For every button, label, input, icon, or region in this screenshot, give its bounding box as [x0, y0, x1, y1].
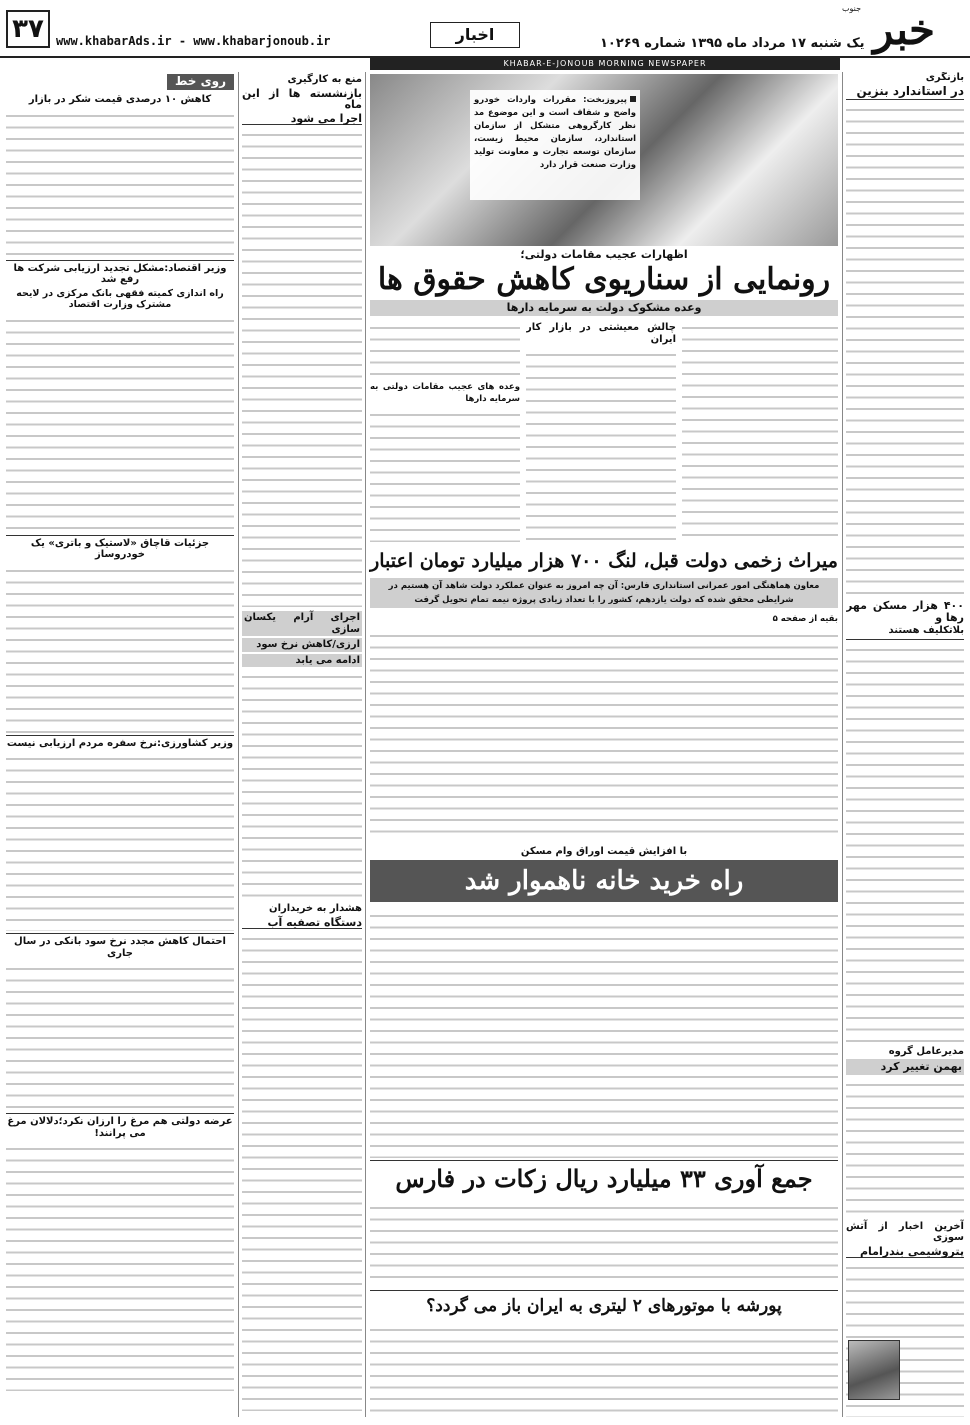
left-story3-body	[6, 563, 234, 733]
middle-story3-body	[242, 931, 362, 1411]
story2-lead: معاون هماهنگی امور عمرانی استانداری فارس: آن چه امروز به عنوان عملکرد دولت شاهد آن هستیم در شرایطی محقق شده که دولت یازدهم، کشور را با تعداد زیادی پروژه نیمه تمام تحویل گرفت	[370, 578, 838, 608]
english-banner: KHABAR-E-JONOUB MORNING NEWSPAPER	[370, 58, 840, 70]
story2-continued: بقیه از صفحه ۵	[772, 614, 838, 624]
middle-story1-kicker: منع به کارگیری	[287, 74, 362, 85]
logo-subtitle: جنوب	[842, 4, 862, 13]
lead-subhead2: وعده های عجیب مقامات دولتی به سرمایه دارها	[370, 382, 520, 404]
right-column	[846, 72, 964, 1417]
column-divider	[365, 72, 366, 1417]
middle-story1-body	[242, 127, 362, 607]
page-number: ۳۷	[6, 10, 50, 48]
right-story4-body	[846, 1260, 964, 1417]
left-story2-subtitle: راه اندازی کمیته فقهی بانک مرکزی در لایحه مشترک وزارت اقتصاد	[16, 287, 224, 310]
right-story3-title: بهمن تغییر کرد	[846, 1059, 964, 1075]
left-story4-body	[6, 751, 234, 931]
lead-body-col3	[370, 320, 520, 542]
right-story3-body	[846, 1077, 964, 1217]
story5-headline: پورشه با موتورهای ۲ لیتری به ایران باز می گردد؟	[370, 1290, 838, 1321]
middle-story1-title: بازنشسته ها از این ماه	[242, 86, 362, 111]
story4-body	[370, 1200, 838, 1286]
left-story4-title: وزیر کشاورزی:نرخ سفره مردم ارزیابی نیست	[6, 735, 234, 750]
lead-subheadline: وعده مشکوک دولت به سرمایه دارها	[370, 300, 838, 316]
logo-wordmark: خبر	[873, 4, 935, 54]
right-story2-title: ۴۰۰ هزار مسکن مهر رها و	[846, 599, 964, 624]
right-story2-subtitle: بلاتکلیف هستند	[846, 625, 964, 640]
middle-story2-title2: ارزی/کاهش نرخ سود	[242, 638, 362, 652]
left-story1-title: کاهش ۱۰ درصدی قیمت شکر در بازار	[28, 94, 212, 105]
newspaper-logo	[842, 4, 966, 54]
story2-body	[370, 612, 838, 838]
left-story1-body	[6, 108, 234, 258]
middle-column	[242, 72, 362, 1417]
right-story1-title: در استاندارد بنزین	[846, 86, 964, 101]
middle-story2-title: اجرای آرام یکسان سازی	[244, 612, 360, 635]
lead-body-col1	[682, 320, 838, 542]
middle-story2-title3: ادامه می یابد	[242, 654, 362, 668]
right-story4-title: پتروشیمی بندرامام	[846, 1246, 964, 1259]
middle-story1-title2: اجرا می شود	[242, 113, 362, 126]
right-story4-kicker: آخرین اخبار از آتش سوزی	[846, 1220, 964, 1243]
left-story5-body	[6, 961, 234, 1111]
lead-kicker: اظهارات عجیب مقامات دولتی؛	[520, 248, 688, 261]
right-story1-kicker: بازنگری	[925, 72, 964, 83]
section-title: اخبار	[430, 22, 520, 48]
story3-body	[370, 908, 838, 1158]
right-story3-kicker: مدیرعامل گروه	[888, 1045, 964, 1057]
story3-kicker: با افزایش قیمت اوراق وام مسکن	[520, 846, 688, 857]
left-story2-body	[6, 313, 234, 533]
masthead	[0, 0, 970, 58]
left-story6-body	[6, 1141, 234, 1391]
left-story2-title: وزیر اقتصاد:مشکل تجدید ارزیابی شرکت ها رفع شد	[6, 260, 234, 286]
right-story1-body	[846, 102, 964, 596]
right-story2-body	[846, 642, 964, 1042]
left-column	[6, 72, 234, 1417]
dateline: یک شنبه ۱۷ مرداد ماه ۱۳۹۵ شماره ۱۰۲۶۹	[600, 36, 865, 51]
column-divider	[238, 72, 239, 1417]
photo-caption: پیروزبخت: مقررات واردات خودرو واضح و شفاف است و این موضوع مد نظر کارگروهی متشکل از سازمان استاندارد، سازمان محیط زیست، سازمان توسعه تجارت و معاونت تولید وزارت صنعت قرار دارد	[470, 90, 640, 200]
left-story3-title: جزئیات قاچاق «لاستیک و باتری» یک خودروساز	[6, 535, 234, 561]
story4-headline: جمع آوری ۳۳ میلیارد ریال زکات در فارس	[370, 1160, 838, 1197]
site-urls[interactable]: www.khabarAds.ir - www.khabarjonoub.ir	[56, 34, 331, 48]
middle-story3-kicker: هشدار به خریداران	[269, 903, 362, 914]
middle-story2-body	[242, 669, 362, 899]
caption-bullet-icon	[630, 96, 636, 102]
lead-body-col2	[526, 320, 676, 542]
left-story6-title: عرضه دولتی هم مرغ را ارزان نکرد؛دلالان مرغ می پرانند!	[6, 1113, 234, 1139]
story3-headline: راه خرید خانه ناهموار شد	[370, 860, 838, 902]
lead-headline: رونمایی از سناریوی کاهش حقوق ها	[377, 262, 831, 297]
story2-headline: میراث زخمی دولت قبل، لنگ ۷۰۰ هزار میلیارد تومان اعتبار	[370, 550, 838, 572]
lead-subhead1: چالش معیشتی در بازار کار ایران	[526, 322, 676, 345]
left-story5-title: احتمال کاهش مجدد نرخ سود بانکی در سال جاری	[6, 933, 234, 959]
column-name-badge: روی خط	[167, 74, 234, 90]
fire-photo	[848, 1340, 900, 1400]
story5-body	[370, 1322, 838, 1418]
middle-story3-title: دستگاه تصفیه آب	[242, 917, 362, 930]
column-divider	[842, 72, 843, 1417]
